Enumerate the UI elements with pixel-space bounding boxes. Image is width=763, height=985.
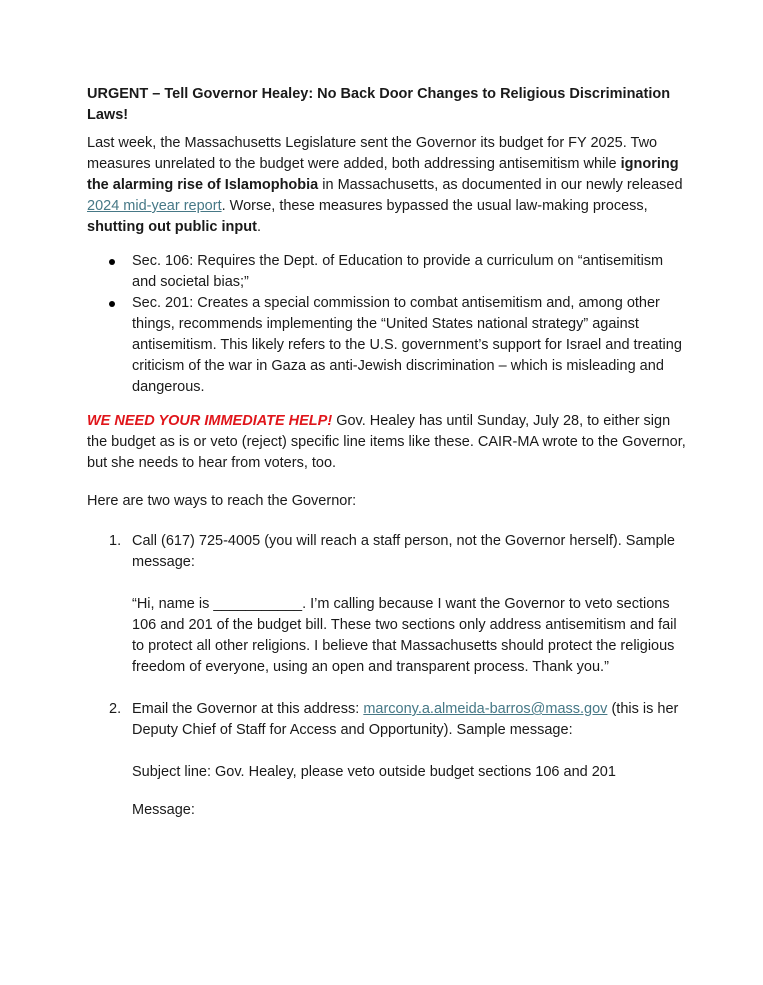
sections-bullet-list bbox=[87, 251, 687, 398]
document-title: URGENT – Tell Governor Healey: No Back Door Changes to Religious Discrimination Laws! bbox=[87, 86, 671, 123]
sample-phone-message: “Hi, name is ___________. I’m calling because I want the Governor to veto sections 106 and 201 of the budget bill. These two sections only address antisemitism and fail to protect all other religions. I believe that Massachusetts should protect the religious freedom of everyone, using an open and transparent process. Thank you.” bbox=[132, 596, 677, 675]
intro-text-1: Last week, the Massachusetts Legislature sent the Governor its budget for FY 2025. Two measures unrelated to the budget were added, both addressing antisemitism while bbox=[87, 135, 658, 172]
call-to-action-text: Gov. Healey has until Sunday, July 28, to either sign the budget as is or veto (reject) specific line items like these. CAIR-MA wrote to the Governor, but she needs to hear from voters, too. bbox=[87, 413, 686, 471]
document-page bbox=[87, 84, 687, 821]
step-call-text: Call (617) 725-4005 (you will reach a staff person, not the Governor herself). Sample message: bbox=[132, 533, 675, 570]
steps-list bbox=[87, 531, 687, 573]
bullet-item-sec-201 bbox=[87, 293, 687, 398]
email-link[interactable]: marcony.a.almeida-barros@mass.gov bbox=[363, 701, 608, 717]
bullet-dot-icon bbox=[109, 259, 115, 265]
urgent-heading: WE NEED YOUR IMMEDIATE HELP! bbox=[87, 413, 333, 429]
intro-text-3: . Worse, these measures bypassed the usual law-making process, bbox=[221, 198, 648, 214]
step-call bbox=[87, 531, 687, 573]
bullet-text: Sec. 201: Creates a special commission to combat antisemitism and, among other things, recommends implementing the “United States national strategy” against antisemitism. This likely refers to the U.S. government’s support for Israel and treating criticism of the war in Gaza as anti-Jewish discrimination – which is misleading and dangerous. bbox=[132, 295, 682, 395]
bullet-text: Sec. 106: Requires the Dept. of Education to provide a curriculum on “antisemitism and societal bias;” bbox=[132, 253, 664, 290]
ways-heading: Here are two ways to reach the Governor: bbox=[87, 493, 357, 509]
intro-text-2: in Massachusetts, as documented in our newly released bbox=[318, 177, 683, 193]
bullet-dot-icon bbox=[109, 301, 115, 307]
intro-paragraph bbox=[87, 133, 687, 238]
mid-year-report-link[interactable]: 2024 mid-year report bbox=[87, 198, 222, 214]
step-email-text-after: (this is her Deputy Chief of Staff for Access and Opportunity). Sample message: bbox=[132, 701, 679, 738]
call-to-action-paragraph bbox=[87, 411, 687, 474]
steps-list-continued bbox=[87, 699, 687, 741]
email-message-label: Message: bbox=[132, 802, 195, 818]
intro-text-4: . bbox=[256, 219, 261, 235]
step-number: 2. bbox=[109, 701, 122, 717]
bullet-item-sec-106 bbox=[87, 251, 687, 293]
step-email-text-before: Email the Governor at this address: bbox=[132, 701, 364, 717]
intro-bold-public-input: shutting out public input bbox=[87, 219, 257, 235]
intro-bold-islamophobia: ignoring the alarming rise of Islamophobia bbox=[87, 156, 679, 193]
step-number: 1. bbox=[109, 533, 122, 549]
step-email bbox=[87, 699, 687, 741]
email-subject-line: Subject line: Gov. Healey, please veto outside budget sections 106 and 201 bbox=[132, 764, 616, 780]
